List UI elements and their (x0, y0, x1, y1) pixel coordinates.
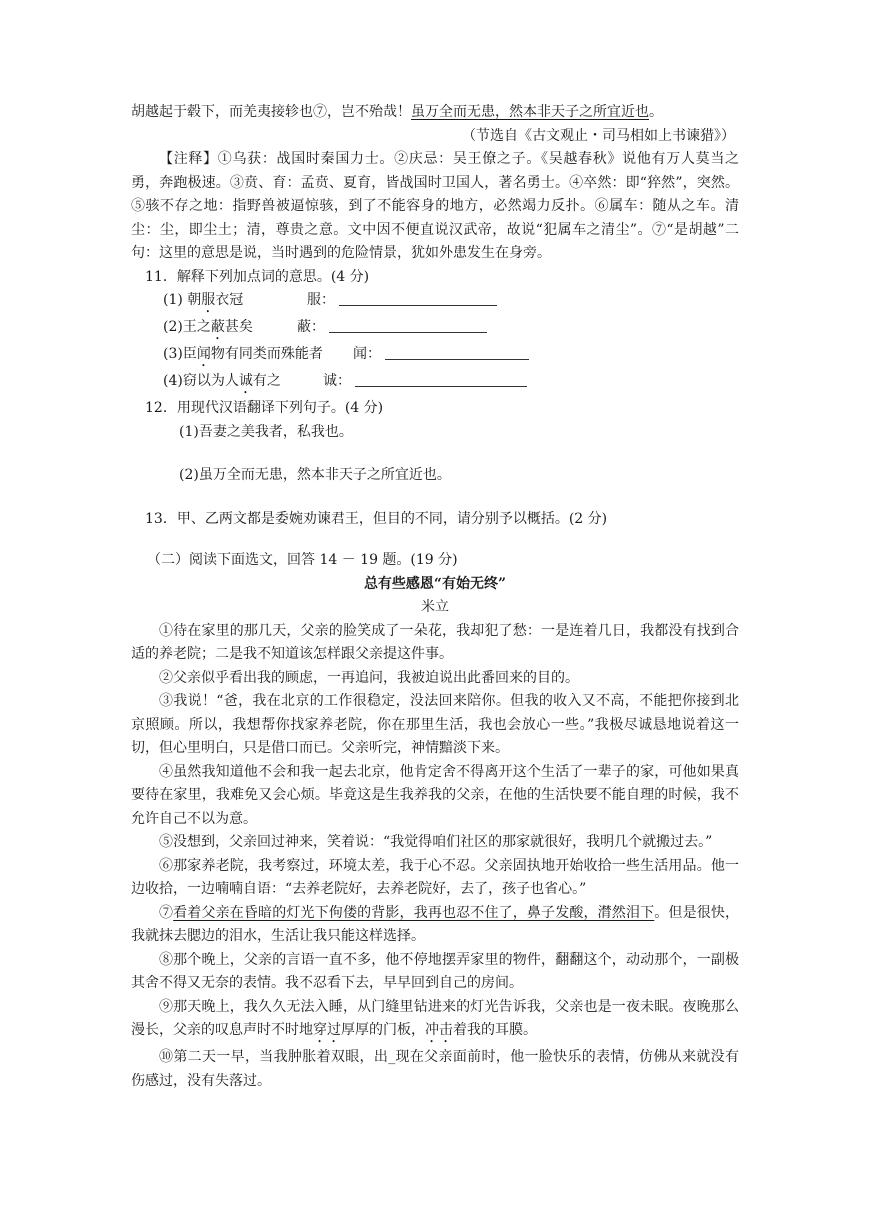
dotted-word: 服 (201, 292, 216, 308)
dotted-word: 诚 (238, 373, 253, 389)
article-title: 总有些感恩“有始无终” (363, 575, 507, 592)
paragraph-4: ④虽然我知道他不会和我一起去北京，他肯定舍不得离开这个生活了一辈子的家，可他如果真要待在家里，我难免又会心烦。毕竟这是生我养我的父亲，在他的生活快要不能自理的时候，我不允许自己不以为意。 (131, 763, 739, 827)
paragraph-1: ①待在家里的那几天，父亲的脸笑成了一朵花，我却犯了愁：一是连着几日，我都没有找到合适的养老院；二是我不知道该怎样跟父亲提这件事。 (131, 622, 739, 662)
paragraph-9 (131, 996, 739, 1047)
q11-item-2 (131, 316, 739, 343)
passage-text-end: 。 (649, 104, 663, 120)
article-author: 米立 (421, 599, 449, 615)
paragraph-2: ②父亲似乎看出我的顾虑，一再追问，我被迫说出此番回来的目的。 (159, 669, 579, 686)
notes-label: 【注释】 (159, 151, 218, 167)
paragraph-3: ③我说！“爸，我在北京的工作很稳定，没法回来陪你。但我的收入又不高，不能把你接到北京照顾。所以，我想帮你找家养老院，你在那里生活，我也会放心一些。”我极尽诚恳地说着这一切，但心里明白，只是借口而已。父亲听完，神情黯淡下来。 (131, 693, 739, 756)
paragraph-text: 着我的耳膜。 (453, 1022, 537, 1038)
q11-key: 服： (307, 292, 335, 308)
answer-blank[interactable] (329, 316, 487, 333)
dotted-word: 冲击 (425, 1022, 453, 1038)
passage-source: （节选自《古文观止・司马相如上书谏猎》） (462, 127, 735, 144)
q12-item-1: (1)吾妻之美我者，私我也。 (179, 423, 353, 440)
answer-blank[interactable] (355, 370, 527, 387)
q11-item-4 (131, 370, 739, 397)
q11-item-text: 甚矣 (224, 319, 253, 335)
q11-item-text: (1) 朝 (163, 292, 202, 308)
answer-blank[interactable] (339, 289, 497, 306)
paragraph-number: ⑦ (159, 904, 174, 921)
q11-key: 诚： (323, 373, 351, 389)
q11-item-text: (4)窃以为人 (163, 373, 239, 389)
section-2-heading: （二）阅读下面选文，回答 14 － 19 题。(19 分) (147, 552, 458, 568)
q11-key: 闻： (353, 346, 381, 362)
paragraph-10: ⑩第二天一早，当我肿胀着双眼，出_现在父亲面前时，他一脸快乐的表情，仿佛从来就没有伤感过，没有失落过。 (131, 1049, 739, 1089)
notes (131, 148, 739, 266)
q11-item-text: 物有同类而殊能者 (210, 346, 323, 362)
dotted-word: 闻 (196, 346, 211, 362)
q11-key: 蔽： (297, 319, 325, 335)
q11-item-text: (2)王之 (163, 319, 211, 335)
passage-top-line (131, 101, 739, 125)
q12-item-2: (2)虽万全而无患，然本非天子之所宜近也。 (179, 467, 451, 483)
paragraph-text: 。但是很快，我就抹去腮边的泪水，生活让我只能这样选择。 (131, 904, 740, 944)
question-13-stem: 13．甲、乙两文都是委婉劝谏君王，但目的不同，请分别予以概括。(2 分) (145, 510, 608, 527)
passage-text: 胡越起于毂下，而羌夷接轸也⑦，岂不殆哉！ (131, 104, 411, 120)
paragraph-text: 厚厚的门板， (341, 1022, 425, 1038)
underlined-sentence: 看着父亲在昏暗的灯光下佝偻的背影，我再也忍不住了，鼻子发酸，潸然泪下 (173, 904, 655, 921)
paragraph-8: ⑧那个晚上，父亲的言语一直不多，他不停地摆弄家里的物件，翻翻这个，动动那个，一副极其舍不得又无奈的表情。我不忍看下去，早早回到自己的房间。 (131, 951, 739, 991)
paragraph-6: ⑥那家养老院，我考察过，环境太差，我于心不忍。父亲固执地开始收拾一些生活用品。他一边收拾，一边喃喃自语：“去养老院好，去养老院好，去了，孩子也省心。” (131, 857, 739, 897)
paragraph-7 (131, 902, 739, 949)
paragraph-text: ⑨那天晚上，我久久无法入睡，从门缝里钻进来的灯光告诉我，父亲也是一夜未眠。夜晚那么漫长，父亲的叹息声时不时地 (131, 998, 739, 1038)
q11-item-text: 衣冠 (215, 292, 244, 308)
q11-item-3 (131, 343, 739, 370)
dotted-word: 蔽 (210, 319, 225, 335)
answer-blank[interactable] (385, 343, 529, 360)
underlined-sentence: 虽万全而无患，然本非天子之所宜近也 (411, 104, 649, 120)
paragraph-5: ⑤没想到，父亲回过神来，笑着说：“我觉得咱们社区的那家就很好，我明几个就搬过去。” (159, 834, 713, 850)
notes-text: ①乌获：战国时秦国力士。②庆忌：吴王僚之子。《吴越春秋》说他有万人莫当之勇，奔跑极速。③贲、育：孟贲、夏育，皆战国时卫国人，著名勇士。④卒然：即“猝然”，突然。⑤骇不存之地：指野兽被逼惊骇，到了不能容身的地方，必然竭力反扑。⑥属车：随从之车。清尘：尘，即尘土；清，尊贵之意。文中因不便直说汉武帝，故说“犯属车之清尘”。⑦“是胡越”二句：这里的意思是说，当时遇到的危险情景，犹如外患发生在身旁。 (131, 151, 740, 261)
question-12-stem: 12．用现代汉语翻译下列句子。(4 分) (145, 400, 384, 416)
question-11-stem: 11．解释下列加点词的意思。(4 分) (145, 268, 370, 285)
answer-space (131, 531, 739, 539)
dotted-word: 穿过 (313, 1022, 341, 1038)
document-page (131, 101, 739, 1093)
q11-item-1 (131, 289, 739, 316)
answer-space (131, 444, 739, 464)
answer-space (131, 488, 739, 508)
q11-item-text: (3)臣 (163, 346, 197, 362)
q11-item-text: 有之 (252, 373, 281, 389)
